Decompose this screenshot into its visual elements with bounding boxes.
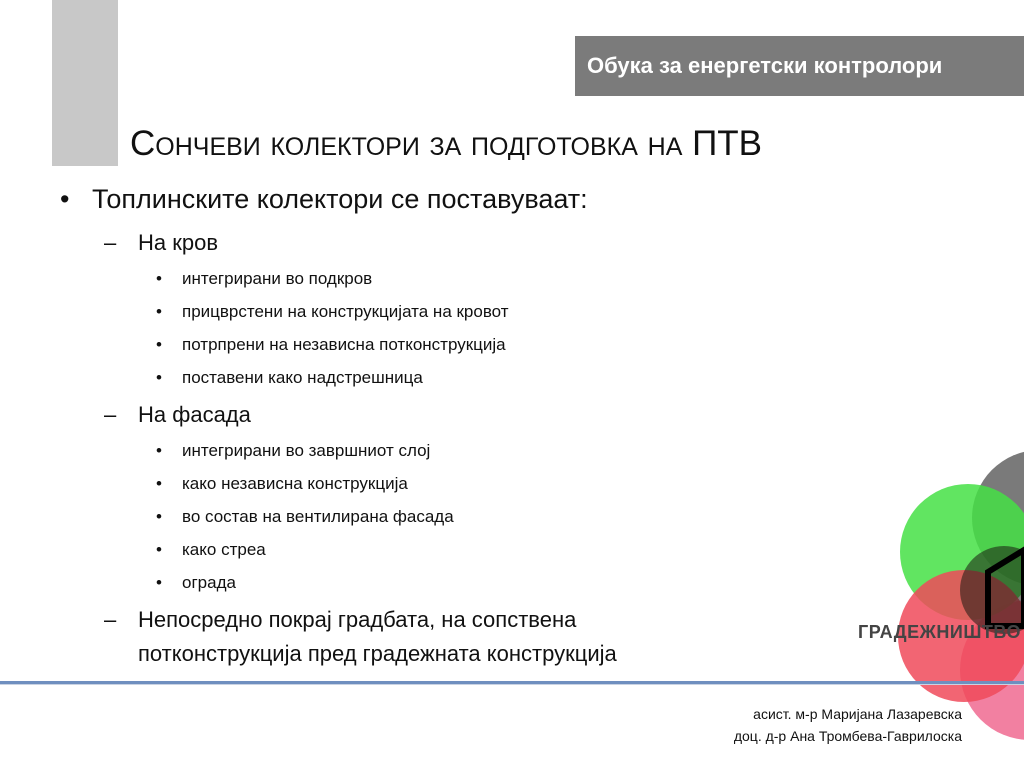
- subbullet-ground-line2: потконструкција пред градежната конструкција: [138, 641, 617, 666]
- bullet-mark: •: [156, 474, 162, 493]
- bullet-mark: •: [156, 573, 162, 592]
- list-item-text: во состав на вентилирана фасада: [182, 507, 454, 526]
- list-item-text: како независна конструкција: [182, 474, 408, 493]
- side-accent-bar: [52, 0, 118, 166]
- bullet-mark: •: [156, 302, 162, 321]
- course-banner-text: Обука за енергетски контролори: [587, 53, 943, 78]
- bullet-mark: •: [156, 269, 162, 288]
- logo-wordmark: ГРАДЕЖНИШТВО: [858, 622, 1021, 642]
- footer-divider-light: [0, 684, 1024, 685]
- list-item-text: ограда: [182, 573, 236, 592]
- author-line-1: асист. м-р Маријана Лазаревска: [753, 706, 962, 722]
- bullet-main-text: Топлинските колектори се поставуваат:: [92, 184, 588, 214]
- list-item-text: прицврстени на конструкцијата на кровот: [182, 302, 509, 321]
- list-item-text: како стреа: [182, 540, 266, 559]
- list-item-text: поставени како надстрешница: [182, 368, 423, 387]
- subbullet-ground-line1: Непосредно покрај градбата, на сопствена: [138, 607, 577, 632]
- bullet-mark: •: [156, 507, 162, 526]
- course-banner: [575, 36, 1024, 96]
- gradeznistvo-logo-icon: [880, 440, 1024, 740]
- bullet-mark: •: [156, 368, 162, 387]
- dash-mark: –: [104, 607, 117, 632]
- slide-title: [130, 120, 1010, 168]
- list-item-text: интегрирани во подкров: [182, 269, 373, 288]
- subbullet-facade-text: На фасада: [138, 402, 251, 427]
- bullet-mark: •: [156, 335, 162, 354]
- subbullet-roof-text: На кров: [138, 230, 219, 255]
- slide-title-text: Сончеви колектори за подготовка на ПТВ: [130, 124, 762, 163]
- list-item-text: потрпрени на независна потконструкција: [182, 335, 506, 354]
- dash-mark: –: [104, 402, 117, 427]
- authors-block: [734, 703, 962, 747]
- bullet-mark: •: [156, 441, 162, 460]
- list-item-text: интегрирани во завршниот слој: [182, 441, 431, 460]
- dash-mark: –: [104, 230, 117, 255]
- bullet-mark: •: [60, 184, 70, 214]
- bullet-mark: •: [156, 540, 162, 559]
- author-line-2: доц. д-р Ана Тромбева-Гаврилоска: [733, 728, 962, 744]
